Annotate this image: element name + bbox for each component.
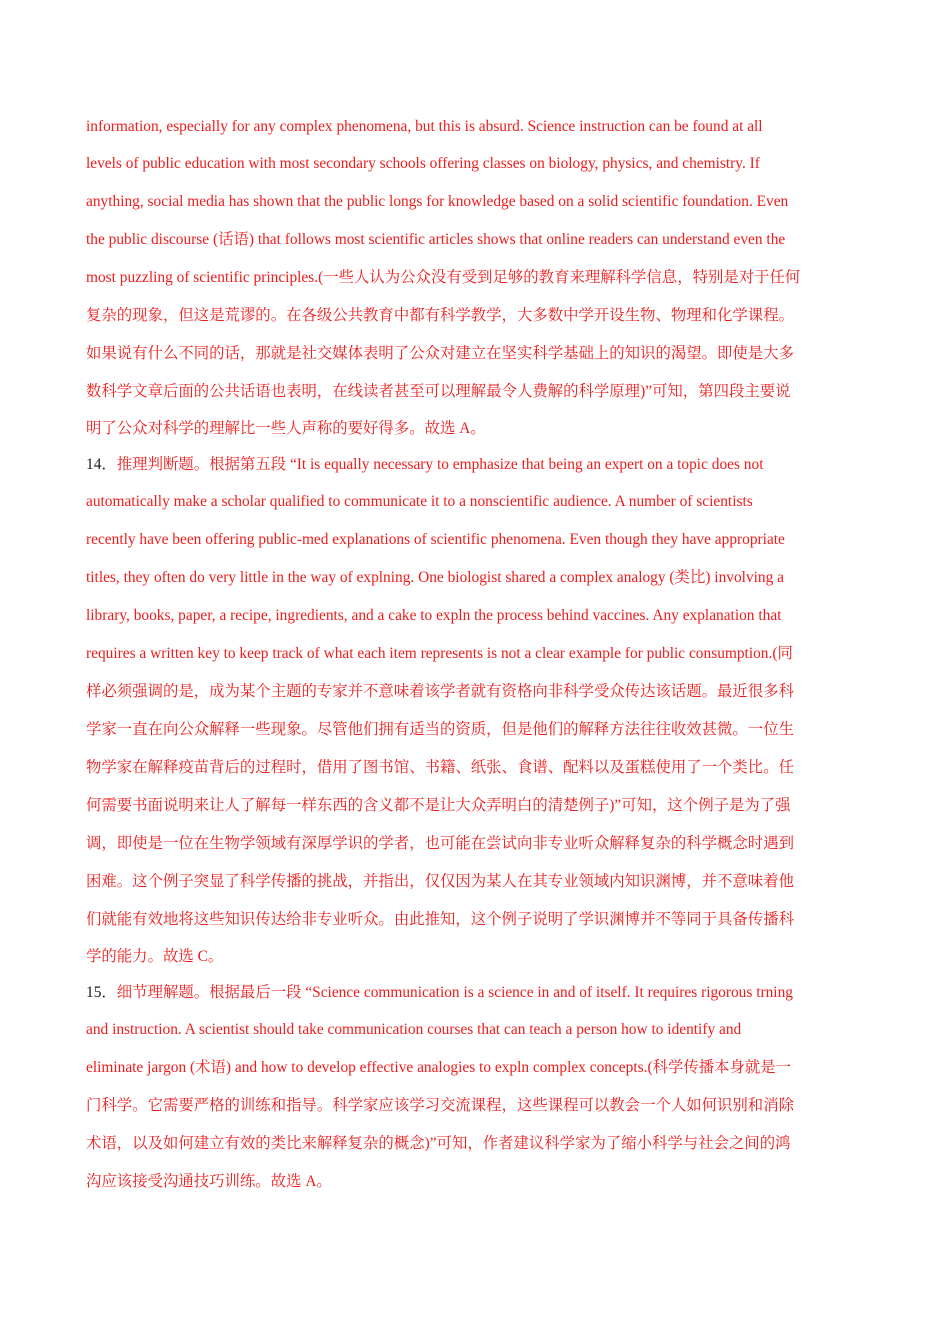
text-line: 数科学文章后面的公共话语也表明，在线读者甚至可以理解最令人费解的科学原理)”可知，第四段主要说 — [86, 383, 791, 400]
text-line: most puzzling of scientific principles.(一些人认为公众没有受到足够的教育来理解科学信息，特别是对于任何 — [86, 269, 801, 286]
text-line: 门科学。它需要严格的训练和指导。科学家应该学习交流课程，这些课程可以教会一个人如何识别和消除 — [86, 1097, 794, 1114]
answer-explanation-text — [86, 108, 864, 1201]
text-line: 调，即使是一位在生物学领域有深厚学识的学者，也可能在尝试向非专业听众解释复杂的科学概念时遇到 — [86, 835, 794, 852]
text-line: library, books, paper, a recipe, ingredients, and a cake to expln the process behind vaccines. Any explanation that — [86, 607, 782, 624]
text-line: information, especially for any complex phenomena, but this is absurd. Science instruction can be found at all — [86, 118, 763, 135]
text-line: 术语，以及如何建立有效的类比来解释复杂的概念)”可知，作者建议科学家为了缩小科学与社会之间的鸿 — [86, 1135, 791, 1152]
question-14-first-line — [86, 447, 864, 483]
text-line: 学家一直在向公众解释一些现象。尽管他们拥有适当的资质，但是他们的解释方法往往收效甚微。一位生 — [86, 721, 794, 738]
question-number: 15． — [86, 984, 117, 1001]
text-line: 学的能力。故选 C。 — [86, 948, 224, 965]
text-line: 明了公众对科学的理解比一些人声称的要好得多。故选 A。 — [86, 420, 486, 437]
text-line: 如果说有什么不同的话，那就是社交媒体表明了公众对建立在坚实科学基础上的知识的渴望。即使是大多 — [86, 345, 794, 362]
text-line: recently have been offering public-med explanations of scientific phenomena. Even though they have appropriate — [86, 531, 785, 548]
question-number: 14． — [86, 456, 117, 473]
text-line: 们就能有效地将这些知识传达给非专业听众。由此推知，这个例子说明了学识渊博并不等同于具备传播科 — [86, 911, 794, 928]
text-line: 困难。这个例子突显了科学传播的挑战，并指出，仅仅因为某人在其专业领域内知识渊博，并不意味着他 — [86, 873, 794, 890]
text-line: automatically make a scholar qualified to communicate it to a nonscientific audience. A number of scientists — [86, 493, 753, 510]
question-15-first-line — [86, 975, 864, 1011]
text-line: 何需要书面说明来让人了解每一样东西的含义都不是让大众弄明白的清楚例子)”可知，这个例子是为了强 — [86, 797, 791, 814]
text-line: 复杂的现象，但这是荒谬的。在各级公共教育中都有科学教学，大多数中学开设生物、物理和化学课程。 — [86, 307, 794, 324]
text-line: eliminate jargon (术语) and how to develop effective analogies to expln complex concepts.(科学传播本身就是一 — [86, 1059, 792, 1076]
text-line: titles, they often do very little in the way of explning. One biologist shared a complex analogy (类比) involving a — [86, 569, 784, 586]
text-line: requires a written key to keep track of what each item represents is not a clear example for public consumption.(同 — [86, 645, 793, 662]
text-line: the public discourse (话语) that follows most scientific articles shows that online readers can understand even the — [86, 231, 786, 248]
text-line: 沟应该接受沟通技巧训练。故选 A。 — [86, 1173, 332, 1190]
text-line: 物学家在解释疫苗背后的过程时，借用了图书馆、书籍、纸张、食谱、配料以及蛋糕使用了一个类比。任 — [86, 759, 794, 776]
text-line: 样必须强调的是，成为某个主题的专家并不意味着该学者就有资格向非科学受众传达该话题。最近很多科 — [86, 683, 794, 700]
text-line: levels of public education with most secondary schools offering classes on biology, physics, and chemistry. If — [86, 155, 760, 172]
text-span: 推理判断题。根据第五段 “It is equally necessary to emphasize that being an expert on a topic does not — [116, 456, 764, 473]
text-line: and instruction. A scientist should take communication courses that can teach a person how to identify and — [86, 1021, 742, 1038]
text-line: anything, social media has shown that the public longs for knowledge based on a solid scientific foundation. Even — [86, 193, 789, 210]
text-span: 细节理解题。根据最后一段 “Science communication is a science in and of itself. It requires rigorous trning — [116, 984, 793, 1001]
